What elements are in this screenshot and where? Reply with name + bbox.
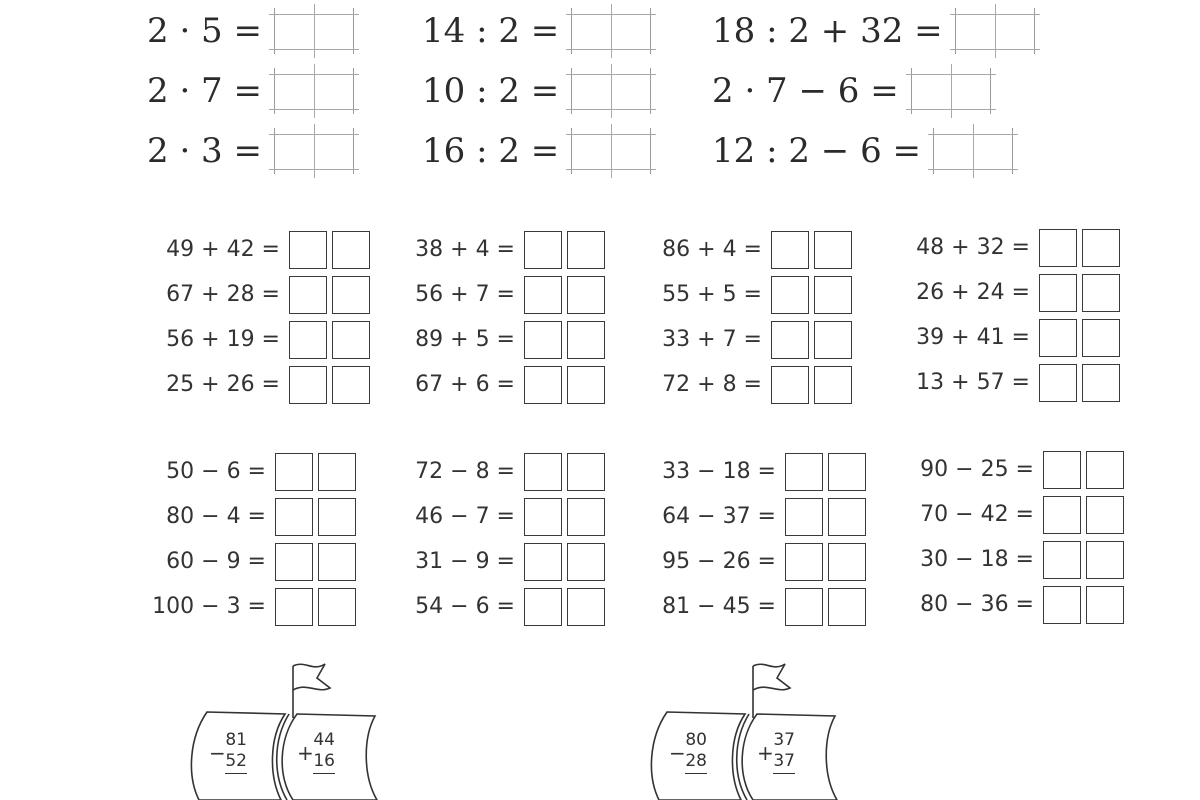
expression: 46 − 7 = [415,504,515,529]
answer-box-ones[interactable] [828,543,866,581]
subtraction-column [630,449,866,629]
answer-box-tens[interactable] [524,588,562,626]
answer-box-tens[interactable] [1039,319,1077,357]
minuend: 81 [225,730,247,750]
equation-row [140,272,370,317]
minus-sign: − [209,741,226,765]
top-equation [147,8,354,54]
expression: 64 − 37 = [662,504,776,529]
answer-box-ones[interactable] [1082,274,1120,312]
expression: 2 · 7 − 6 = [712,71,899,111]
equation-row [385,584,605,629]
expression: 81 − 45 = [662,594,776,619]
addition-column [140,227,370,407]
equation-row [630,494,866,539]
addition-column [385,227,605,407]
expression: 16 : 2 = [422,131,560,171]
answer-box-tens[interactable] [1043,496,1081,534]
expression: 54 − 6 = [415,594,515,619]
answer-box-tens[interactable] [524,276,562,314]
equation-row [630,449,866,494]
top-equation [147,128,354,174]
answer-box-tens[interactable] [524,498,562,536]
subtrahend: 28 [685,751,707,774]
addend-1: 44 [313,730,335,750]
answer-box-tens[interactable] [275,498,313,536]
equation-row [385,449,605,494]
answer-grid[interactable] [571,128,651,174]
expression: 90 − 25 = [920,457,1034,482]
addition-column [630,227,852,407]
answer-grid[interactable] [571,68,651,114]
expression: 12 : 2 − 6 = [712,131,921,171]
expression: 49 + 42 = [166,237,280,262]
answer-box-ones[interactable] [814,321,852,359]
expression: 33 + 7 = [662,327,762,352]
top-equation [712,68,991,114]
answer-box-ones[interactable] [814,276,852,314]
minus-sign: − [669,741,686,765]
answer-box-tens[interactable] [785,543,823,581]
equation-row [880,315,1120,360]
addend-2: 37 [773,751,795,774]
answer-box-tens[interactable] [771,366,809,404]
answer-box-ones[interactable] [1086,541,1124,579]
answer-box-ones[interactable] [567,321,605,359]
top-equation [422,68,651,114]
answer-box-ones[interactable] [332,321,370,359]
answer-box-tens[interactable] [1043,451,1081,489]
plus-sign: + [297,741,314,765]
equation-row [385,539,605,584]
equation-row [630,317,852,362]
answer-box-tens[interactable] [1043,541,1081,579]
expression: 95 − 26 = [662,549,776,574]
answer-box-tens[interactable] [289,276,327,314]
answer-grid[interactable] [911,68,991,114]
sailboat-2 [645,658,855,800]
expression: 80 − 36 = [920,592,1034,617]
top-equation [422,8,651,54]
equation-row [880,360,1120,405]
expression: 50 − 6 = [166,459,266,484]
answer-grid[interactable] [955,8,1035,54]
answer-box-ones[interactable] [318,543,356,581]
answer-box-ones[interactable] [567,588,605,626]
answer-box-tens[interactable] [289,321,327,359]
answer-box-ones[interactable] [1082,364,1120,402]
answer-box-tens[interactable] [275,453,313,491]
answer-box-ones[interactable] [828,453,866,491]
answer-box-tens[interactable] [771,276,809,314]
equation-row [880,492,1124,537]
expression: 2 · 5 = [147,11,262,51]
answer-box-ones[interactable] [318,588,356,626]
equation-row [385,227,605,272]
equation-row [385,494,605,539]
subtraction-column [880,447,1124,627]
expression: 31 − 9 = [415,549,515,574]
answer-box-ones[interactable] [567,276,605,314]
answer-box-tens[interactable] [1039,364,1077,402]
answer-box-ones[interactable] [1086,451,1124,489]
addend-1: 37 [773,730,795,750]
answer-box-ones[interactable] [332,231,370,269]
equation-row [385,272,605,317]
expression: 38 + 4 = [415,237,515,262]
expression: 30 − 18 = [920,547,1034,572]
answer-box-tens[interactable] [524,453,562,491]
expression: 72 − 8 = [415,459,515,484]
expression: 67 + 28 = [166,282,280,307]
equation-row [630,272,852,317]
expression: 89 + 5 = [415,327,515,352]
expression: 56 + 7 = [415,282,515,307]
expression: 56 + 19 = [166,327,280,352]
top-equation [422,128,651,174]
subtraction-column [385,449,605,629]
expression: 70 − 42 = [920,502,1034,527]
answer-box-tens[interactable] [1043,586,1081,624]
expression: 13 + 57 = [916,370,1030,395]
expression: 100 − 3 = [152,594,266,619]
equation-row [130,494,356,539]
expression: 33 − 18 = [662,459,776,484]
equation-row [880,537,1124,582]
expression: 2 · 7 = [147,71,262,111]
expression: 26 + 24 = [916,280,1030,305]
expression: 86 + 4 = [662,237,762,262]
answer-grid[interactable] [274,8,354,54]
answer-grid[interactable] [571,8,651,54]
expression: 39 + 41 = [916,325,1030,350]
equation-row [385,362,605,407]
expression: 55 + 5 = [662,282,762,307]
answer-box-tens[interactable] [524,543,562,581]
answer-box-ones[interactable] [567,231,605,269]
expression: 72 + 8 = [662,372,762,397]
equation-row [880,270,1120,315]
answer-box-ones[interactable] [1086,586,1124,624]
answer-box-ones[interactable] [1082,229,1120,267]
addition-column [880,225,1120,405]
answer-box-ones[interactable] [318,498,356,536]
equation-row [630,584,866,629]
subtrahend: 52 [225,751,247,774]
equation-row [880,582,1124,627]
answer-box-ones[interactable] [828,498,866,536]
top-equation [147,68,354,114]
answer-grid[interactable] [933,128,1013,174]
expression: 10 : 2 = [422,71,560,111]
minuend: 80 [685,730,707,750]
addend-2: 16 [313,751,335,774]
expression: 48 + 32 = [916,235,1030,260]
equation-row [130,449,356,494]
answer-box-tens[interactable] [524,366,562,404]
answer-box-tens[interactable] [771,231,809,269]
answer-box-tens[interactable] [785,453,823,491]
answer-box-tens[interactable] [771,321,809,359]
top-equation [712,8,1035,54]
answer-box-ones[interactable] [567,498,605,536]
equation-row [140,227,370,272]
answer-box-tens[interactable] [785,588,823,626]
equation-row [880,225,1120,270]
answer-box-tens[interactable] [1039,229,1077,267]
equation-row [130,539,356,584]
answer-box-ones[interactable] [814,366,852,404]
answer-box-ones[interactable] [332,276,370,314]
answer-box-tens[interactable] [524,231,562,269]
expression: 60 − 9 = [166,549,266,574]
answer-box-ones[interactable] [318,453,356,491]
answer-grid[interactable] [274,128,354,174]
answer-box-ones[interactable] [567,366,605,404]
sailboat-icon [185,658,395,800]
answer-box-tens[interactable] [289,231,327,269]
answer-box-tens[interactable] [1039,274,1077,312]
expression: 2 · 3 = [147,131,262,171]
expression: 25 + 26 = [166,372,280,397]
expression: 14 : 2 = [422,11,560,51]
sailboat-1 [185,658,395,800]
answer-box-tens[interactable] [275,543,313,581]
sailboat-icon [645,658,855,800]
equation-row [385,317,605,362]
answer-grid[interactable] [274,68,354,114]
column-subtraction [221,730,247,774]
equation-row [130,584,356,629]
plus-sign: + [757,741,774,765]
answer-box-ones[interactable] [1086,496,1124,534]
answer-box-tens[interactable] [289,366,327,404]
answer-box-ones[interactable] [567,543,605,581]
answer-box-ones[interactable] [1082,319,1120,357]
answer-box-ones[interactable] [828,588,866,626]
equation-row [140,362,370,407]
answer-box-tens[interactable] [785,498,823,536]
column-subtraction [681,730,707,774]
equation-row [630,362,852,407]
equation-row [630,539,866,584]
equation-row [630,227,852,272]
answer-box-ones[interactable] [332,366,370,404]
equation-row [140,317,370,362]
expression: 18 : 2 + 32 = [712,11,943,51]
expression: 67 + 6 = [415,372,515,397]
top-equation [712,128,1013,174]
column-addition [769,730,795,774]
answer-box-ones[interactable] [814,231,852,269]
subtraction-column [130,449,356,629]
expression: 80 − 4 = [166,504,266,529]
column-addition [309,730,335,774]
equation-row [880,447,1124,492]
answer-box-tens[interactable] [524,321,562,359]
answer-box-tens[interactable] [275,588,313,626]
answer-box-ones[interactable] [567,453,605,491]
